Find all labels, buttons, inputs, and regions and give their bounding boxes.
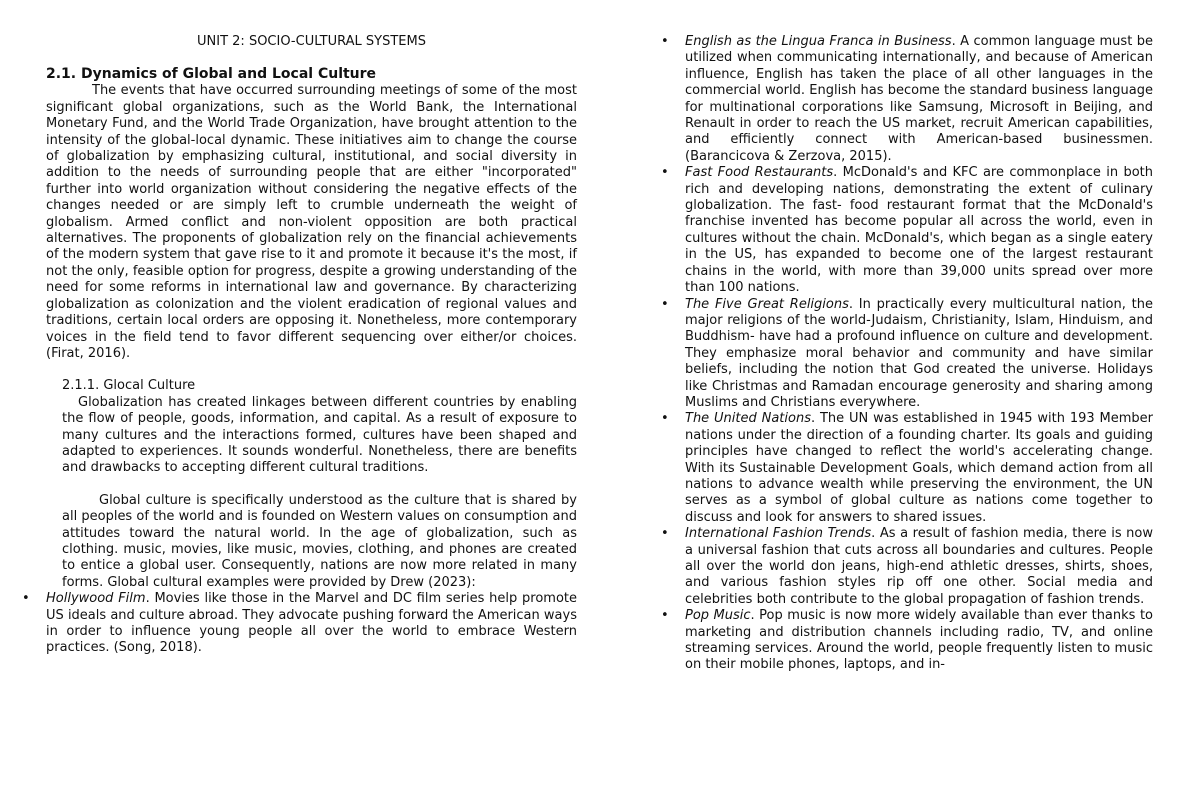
bullet-icon: • <box>661 165 669 181</box>
bullet-title: The United Nations <box>685 411 811 427</box>
bullet-icon: • <box>661 411 669 427</box>
right-column <box>661 34 1154 674</box>
section-heading: 2.1. Dynamics of Global and Local Culture <box>46 66 377 83</box>
bullet-text: . Pop music is now more widely available than ever thanks to marketing and distribution channels including radio, TV, and online streaming services. Around the world, people frequently listen to music on their mobile phones, laptops, and in- <box>685 608 1153 673</box>
bullet-text: . The UN was established in 1945 with 193 Member nations under the direction of a founding charter. Its goals and guiding principles have changed to reflect the world's accelerating change. With its Sustainable Development Goals, which demand action from all nations to advance wealth while preserving the environment, the UN serves as a symbol of global culture as nations come together to discuss and look for answers to shared issues. <box>685 411 1153 525</box>
list-item <box>661 34 1153 165</box>
bullet-text: . As a result of fashion media, there is now a universal fashion that cuts across all boundaries and cultures. People all over the world don jeans, high-end athletic dresses, shirts, shoes, and various fashion styles rip off one other. Social media and celebrities both contribute to the global propagation of fashion trends. <box>685 526 1153 607</box>
bullet-title: English as the Lingua Franca in Business <box>685 34 952 49</box>
bullet-icon: • <box>661 34 669 49</box>
bullet-icon: • <box>661 608 669 624</box>
bullet-title: Fast Food Restaurants <box>685 165 834 181</box>
bullet-title: The Five Great Religions <box>685 296 849 312</box>
left-bullet-list <box>22 591 577 657</box>
global-culture-paragraph: Global culture is specifically understood as the culture that is shared by all peoples of the world and is founded on Western values on consumption and attitudes toward the natural world. In the age of globalization, such as clothing. music, movies, like music, movies, clothing, and phones are created to entice a global user. Consequently, nations are now more related in many forms. Global cultural examples were provided by Drew (2023): <box>62 492 577 590</box>
bullet-text: . Movies like those in the Marvel and DC film series help promote US ideals and culture abroad. They advocate pushing forward the American ways in order to influence young people all over the world to embrace Western practices. (Song, 2018). <box>46 591 577 656</box>
bullet-title: International Fashion Trends <box>685 526 872 542</box>
bullet-text: . McDonald's and KFC are commonplace in both rich and developing nations, demonstrating the extent of culinary globalization. The fast- food restaurant format that the McDonald's franchise invented has become popular all across the world, even in cultures without the chain. McDonald's, which began as a single eatery in the US, has expanded to become one of the largest restaurant chains in the world, with more than 39,000 units spread over more than 100 nations. <box>685 165 1153 296</box>
list-item <box>661 411 1153 526</box>
bullet-title: Pop Music <box>685 608 751 624</box>
list-item <box>661 526 1153 608</box>
bullet-text: . In practically every multicultural nation, the major religions of the world-Judaism, Christianity, Islam, Hinduism, and Buddhism- have had a profound influence on culture and development. They emphasize moral behavior and community and have similar beliefs, including the notion that God created the universe. Holidays like Christmas and Ramadan encourage generosity and sharing among Muslims and Christians everywhere. <box>685 296 1154 410</box>
bullet-icon: • <box>661 526 669 542</box>
bullet-icon: • <box>22 591 30 607</box>
intro-paragraph: The events that have occurred surrounding meetings of some of the most significant global organizations, such as the World Bank, the International Monetary Fund, and the World Trade Organization, have brought attention to the intensity of the global-local dynamic. These initiatives aim to change the course of globalization by emphasizing cultural, institutional, and social diversity in addition to the needs of surrounding people that are either "incorporated" further into world organization without considering the negative effects of the changes needed or are simply left to crumble underneath the weight of globalism. Armed conflict and non-violent opposition are both practical alternatives. The proponents of globalization rely on the financial achievements of the modern system that gave rise to it and promote it because it's the most, if not the only, feasible option for progress, despite a growing understanding of the need for some reforms in international law and governance. By characterizing globalization as colonization and the violent eradication of regional values and traditions, certain local orders are opposing it. Nonetheless, more contemporary voices in the field tend to favor different sequencing over either/or choices. (Firat, 2016). <box>46 83 577 361</box>
list-item <box>661 165 1153 296</box>
glocal-paragraph: Globalization has created linkages between different countries by enabling the flow of people, goods, information, and capital. As a result of exposure to many cultures and the interactions formed, cultures have been shaped and adapted to experiences. It sounds wonderful. Nonetheless, there are benefits and drawbacks to accepting different cultural traditions. <box>62 394 577 476</box>
list-item <box>22 591 577 657</box>
unit-title: UNIT 2: SOCIO-CULTURAL SYSTEMS <box>197 34 426 49</box>
glocal-block <box>62 395 577 591</box>
left-column <box>22 34 577 657</box>
right-bullet-list <box>661 34 1154 674</box>
paragraph-spacer <box>62 477 577 493</box>
subsection-heading: 2.1.1. Glocal Culture <box>62 378 196 394</box>
list-item <box>661 608 1153 674</box>
bullet-title: Hollywood Film <box>46 591 146 607</box>
bullet-icon: • <box>661 296 669 312</box>
list-item <box>661 296 1154 412</box>
bullet-text: . A common language must be utilized when communicating internationally, and because of American influence, English has taken the place of all other languages in the commercial world. English has become the standard business language for multinational corporations like Samsung, Microsoft in Beijing, and Renault in order to reach the US market, recruit American capabilities, and efficiently connect with American-based businessmen. (Barancicova & Zerzova, 2015). <box>685 34 1153 164</box>
